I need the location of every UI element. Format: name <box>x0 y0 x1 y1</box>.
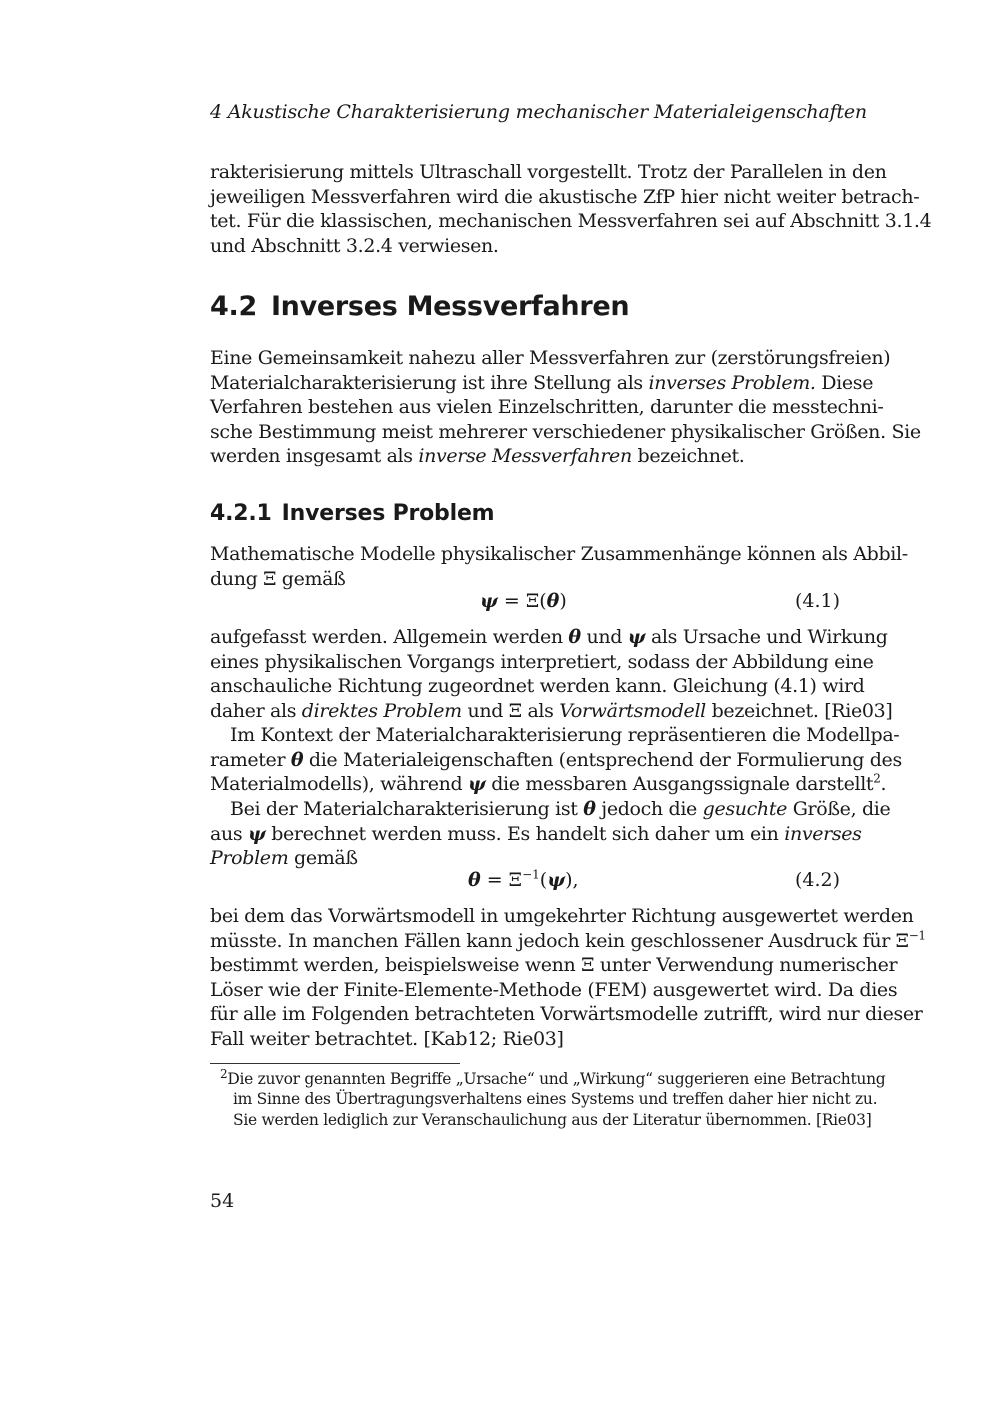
paragraph-4 <box>210 797 891 871</box>
text-line <box>210 771 887 797</box>
text-line: Eine Gemeinsamkeit nahezu aller Messverfahren zur (zerstörungsfreien) <box>210 347 891 369</box>
math-var: θ <box>468 869 481 891</box>
page-number: 54 <box>210 1190 235 1212</box>
paragraph-2 <box>210 625 893 723</box>
equation-formula <box>480 590 567 612</box>
text-line: bestimmt werden, beispielsweise wenn Ξ unter Verwendung numerischer <box>210 954 898 977</box>
text-line: Löser wie der Finite-Elemente-Methode (FEM) ausgewertet wird. Da dies <box>210 978 898 1001</box>
text: als Ursache und Wirkung <box>645 626 888 648</box>
section-number: 4.2 <box>210 291 257 322</box>
text-line <box>220 1066 886 1089</box>
text: Größe, die <box>787 798 891 820</box>
subsection-heading <box>210 501 504 526</box>
math-text: = Ξ( <box>497 590 547 612</box>
text: Die zuvor genannten Begriffe „Ursache“ und „Wirkung“ suggerieren eine Betrachtung <box>227 1070 886 1088</box>
text-line <box>210 928 926 954</box>
text-line <box>210 748 902 773</box>
footnote-number: 2 <box>220 1066 228 1081</box>
text: . <box>880 773 887 796</box>
text: gemäß <box>288 847 358 870</box>
math-var: ψ <box>247 822 266 845</box>
emphasis: inverse Messverfahren <box>418 445 632 468</box>
math-sup: −1 <box>522 867 540 882</box>
text: müsste. In manchen Fällen kann jedoch kein geschlossener Ausdruck für Ξ <box>210 929 909 952</box>
text: aus <box>210 822 248 845</box>
emphasis: Vorwärtsmodell <box>559 699 706 722</box>
text-line <box>210 444 840 469</box>
text-line: im Sinne des Übertragungsverhaltens eines Systems und treffen daher hier nicht zu. <box>233 1090 878 1109</box>
emphasis: inverses Problem. <box>648 371 816 394</box>
text-line: für alle im Folgenden betrachteten Vorwärtsmodelle zutrifft, wird nur dieser <box>210 1003 923 1026</box>
text: Materialcharakterisierung ist ihre Stellung als <box>210 371 649 394</box>
text: Materialmodells), während <box>210 773 468 796</box>
text-line: dung Ξ gemäß <box>210 567 346 590</box>
subsection-number: 4.2.1 <box>210 501 272 526</box>
math-var: θ <box>583 798 596 820</box>
text: berechnet werden muss. Es handelt sich daher um ein <box>265 822 785 845</box>
subsection-title: Inverses Problem <box>281 501 495 526</box>
equation-number: (4.1) <box>794 590 840 612</box>
text-line: anschauliche Richtung zugeordnet werden kann. Gleichung (4.1) wird <box>210 675 865 698</box>
emphasis: Problem <box>210 847 289 870</box>
text-line: und Abschnitt 3.2.4 verwiesen. <box>210 234 499 257</box>
math-var: θ <box>568 626 581 648</box>
text-line <box>210 699 893 724</box>
text-line <box>210 822 862 847</box>
section-title: Inverses Messverfahren <box>270 291 630 322</box>
text: Bei der Materialcharakterisierung ist <box>230 798 584 820</box>
text-line <box>210 625 888 650</box>
text: werden insgesamt als <box>210 445 419 468</box>
text-line: bei dem das Vorwärtsmodell in umgekehrter Richtung ausgewertet werden <box>210 905 914 927</box>
emphasis: gesuchte <box>702 798 787 820</box>
text-line: Mathematische Modelle physikalischer Zusammenhänge können als Abbil- <box>210 543 908 565</box>
footnote-divider <box>210 1063 460 1064</box>
section-paragraph <box>210 346 921 469</box>
math-var: ψ <box>480 590 498 612</box>
text-line <box>210 797 891 822</box>
math-sup: −1 <box>908 928 926 943</box>
text-line: Fall weiter betrachtet. [Kab12; Rie03] <box>210 1027 564 1050</box>
text-line <box>210 371 874 396</box>
section-heading <box>210 291 643 322</box>
text-line: Im Kontext der Materialcharakterisierung repräsentieren die Modellpa- <box>230 724 900 746</box>
math-var: ψ <box>627 626 646 648</box>
text: und <box>580 626 628 648</box>
equation-4-2 <box>210 869 840 895</box>
math-var: ψ <box>547 869 566 891</box>
emphasis: direktes Problem <box>301 699 462 722</box>
text: und Ξ als <box>461 699 560 722</box>
intro-paragraph <box>210 160 932 258</box>
text-line: tet. Für die klassischen, mechanischen Messverfahren sei auf Abschnitt 3.1.4 <box>210 210 932 233</box>
math-text: ) <box>559 590 567 612</box>
footnote <box>220 1066 886 1130</box>
math-text: ), <box>565 869 579 891</box>
footnote-mark[interactable]: 2 <box>873 771 881 786</box>
equation-formula <box>468 869 579 891</box>
text: die messbaren Ausgangssignale darstellt <box>485 773 874 796</box>
text-line: Sie werden lediglich zur Veranschaulichung aus der Literatur übernommen. [Rie03] <box>233 1110 872 1129</box>
text: bezeichnet. [Rie03] <box>705 699 893 722</box>
text-line: sche Bestimmung meist mehrerer verschiedener physikalischer Größen. Sie <box>210 420 921 443</box>
math-text: = Ξ <box>480 869 523 891</box>
math-text: ( <box>539 869 548 891</box>
math-var: θ <box>290 748 304 771</box>
equation-number: (4.2) <box>794 869 840 891</box>
text-line: Verfahren bestehen aus vielen Einzelschritten, darunter die messtechni- <box>210 396 884 419</box>
math-var: ψ <box>467 773 486 796</box>
paragraph-1 <box>210 542 908 591</box>
text-line: rakterisierung mittels Ultraschall vorgestellt. Trotz der Parallelen in den <box>210 161 887 183</box>
text: die Materialeigenschaften (entsprechend der Formulierung des <box>303 748 902 771</box>
text: rameter <box>210 748 291 771</box>
text: aufgefasst werden. Allgemein werden <box>210 626 569 648</box>
emphasis: inverses <box>784 822 862 845</box>
text: Diese <box>815 371 874 394</box>
math-var: θ <box>546 590 560 612</box>
text: jedoch die <box>595 798 703 820</box>
text-line: eines physikalischen Vorgangs interpretiert, sodass der Abbildung eine <box>210 650 874 673</box>
text: bezeichnet. <box>631 445 745 468</box>
equation-4-1 <box>210 590 840 616</box>
paragraph-3 <box>210 723 902 797</box>
text-line: jeweiligen Messverfahren wird die akustische ZfP hier nicht weiter betrach- <box>210 185 920 208</box>
running-head: 4 Akustische Charakterisierung mechanischer Materialeigenschaften <box>210 101 867 123</box>
text: daher als <box>210 699 302 722</box>
paragraph-5 <box>210 904 926 1052</box>
